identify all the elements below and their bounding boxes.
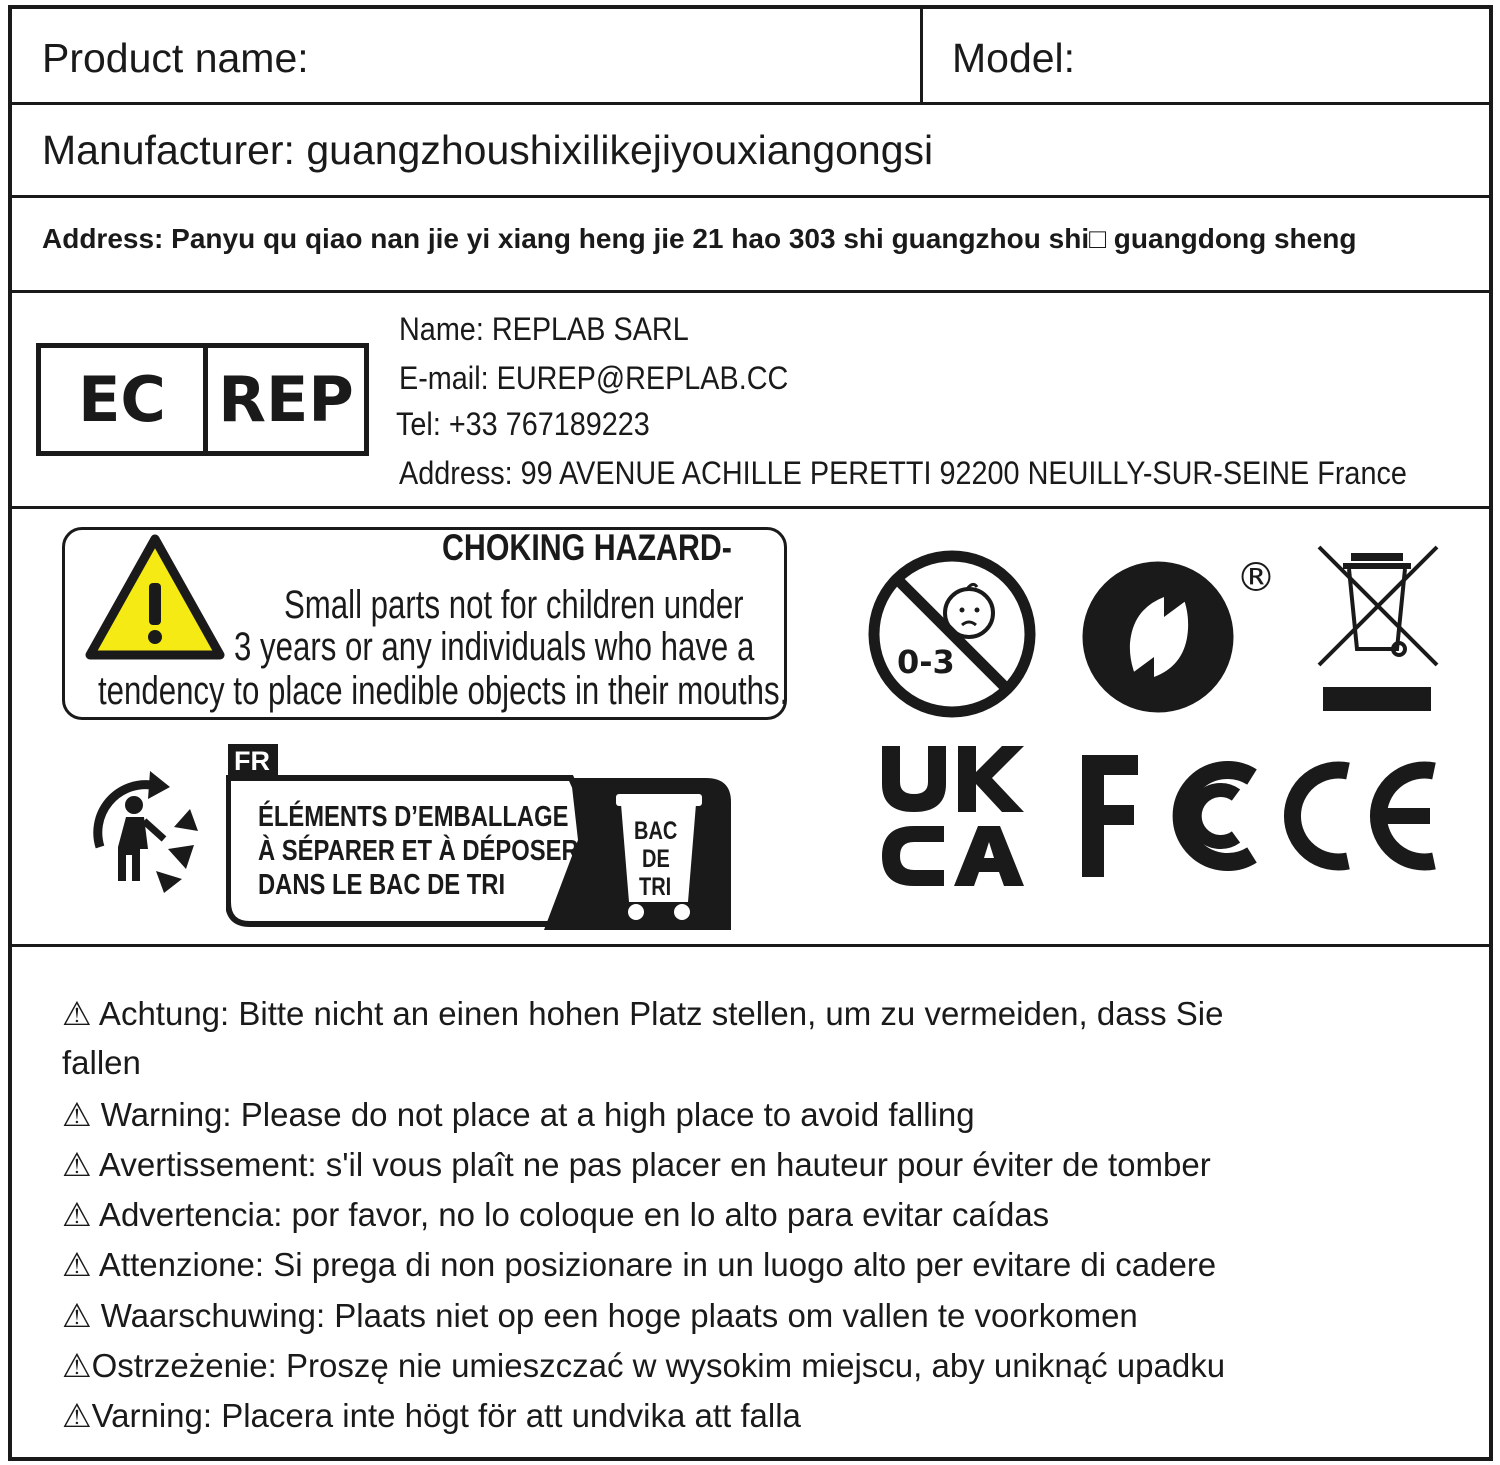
ec-rep-email: E-mail: EUREP@REPLAB.CC [399, 360, 789, 396]
weee-crossed-bin-icon [1315, 537, 1445, 717]
bin-label-1: BAC [634, 817, 678, 845]
warning-pl: ⚠Ostrzeżenie: Proszę nie umieszczać w wysokim miejscu, aby uniknąć upadku [62, 1347, 1226, 1384]
manufacturer-text: Manufacturer: guangzhoushixilikejiyouxiangongsi [42, 127, 934, 173]
warning-de: ⚠ Achtung: Bitte nicht an einen hohen Platz stellen, um zu vermeiden, dass Sie [62, 995, 1224, 1032]
warning-en: ⚠ Warning: Please do not place at a high place to avoid falling [62, 1096, 975, 1133]
divider [12, 944, 1489, 947]
age-range-label: 0-3 [897, 643, 955, 681]
warning-sv: ⚠Varning: Placera inte högt för att undvika att falla [62, 1397, 801, 1434]
warning-de-cont: fallen [62, 1044, 141, 1081]
product-label [8, 5, 1493, 1461]
triman-icon [82, 769, 212, 899]
warning-it: ⚠ Attenzione: Si prega di non posizionare in un luogo alto per evitare di cadere [62, 1246, 1217, 1283]
green-dot-icon [1078, 557, 1238, 717]
choking-hazard-title: CHOKING HAZARD- [442, 527, 732, 568]
triman-line-3: DANS LE BAC DE TRI [258, 869, 506, 901]
manufacturer-address: Address: Panyu qu qiao nan jie yi xiang heng jie 21 hao 303 shi guangzhou shi□ guangdong sheng [42, 223, 1357, 254]
triman-line-2: À SÉPARER ET À DÉPOSER [258, 835, 579, 867]
ec-rep-tel: Tel: +33 767189223 [396, 406, 650, 442]
ec-rep-address: Address: 99 AVENUE ACHILLE PERETTI 92200 NEUILLY-SUR-SEINE France [399, 455, 1407, 491]
fcc-mark-icon [1078, 751, 1258, 881]
choking-line-2: 3 years or any individuals who have a [234, 625, 755, 669]
registered-mark: ® [1236, 555, 1276, 601]
ec-rep-right: REP [218, 363, 354, 436]
triman-line-1: ÉLÉMENTS D’EMBALLAGE [258, 801, 569, 833]
ukca-mark-icon [878, 742, 1026, 890]
choking-line-1: Small parts not for children under [284, 583, 744, 627]
no-children-0-3-icon [865, 547, 1040, 722]
ce-mark-icon [1282, 757, 1442, 875]
bin-label-3: TRI [639, 873, 672, 901]
warning-nl: ⚠ Waarschuwing: Plaats niet op een hoge plaats om vallen te voorkomen [62, 1297, 1138, 1334]
divider [12, 290, 1489, 293]
warning-es: ⚠ Advertencia: por favor, no lo coloque en lo alto para evitar caídas [62, 1196, 1050, 1233]
ec-rep-left: EC [41, 348, 208, 451]
ec-rep-name: Name: REPLAB SARL [399, 311, 689, 347]
warning-triangle-icon [84, 533, 226, 663]
choking-line-3: tendency to place inedible objects in their mouths. [98, 669, 789, 713]
model-label: Model: [952, 35, 1076, 81]
product-name-label: Product name: [42, 35, 309, 81]
bin-label-2: DE [642, 845, 670, 873]
divider [12, 102, 1489, 105]
triman-fr-tag: FR [234, 746, 270, 776]
warning-fr: ⚠ Avertissement: s'il vous plaît ne pas placer en hauteur pour éviter de tomber [62, 1146, 1211, 1183]
divider [920, 9, 923, 103]
ec-rep-symbol [36, 343, 369, 456]
divider [12, 195, 1489, 198]
divider [12, 506, 1489, 509]
